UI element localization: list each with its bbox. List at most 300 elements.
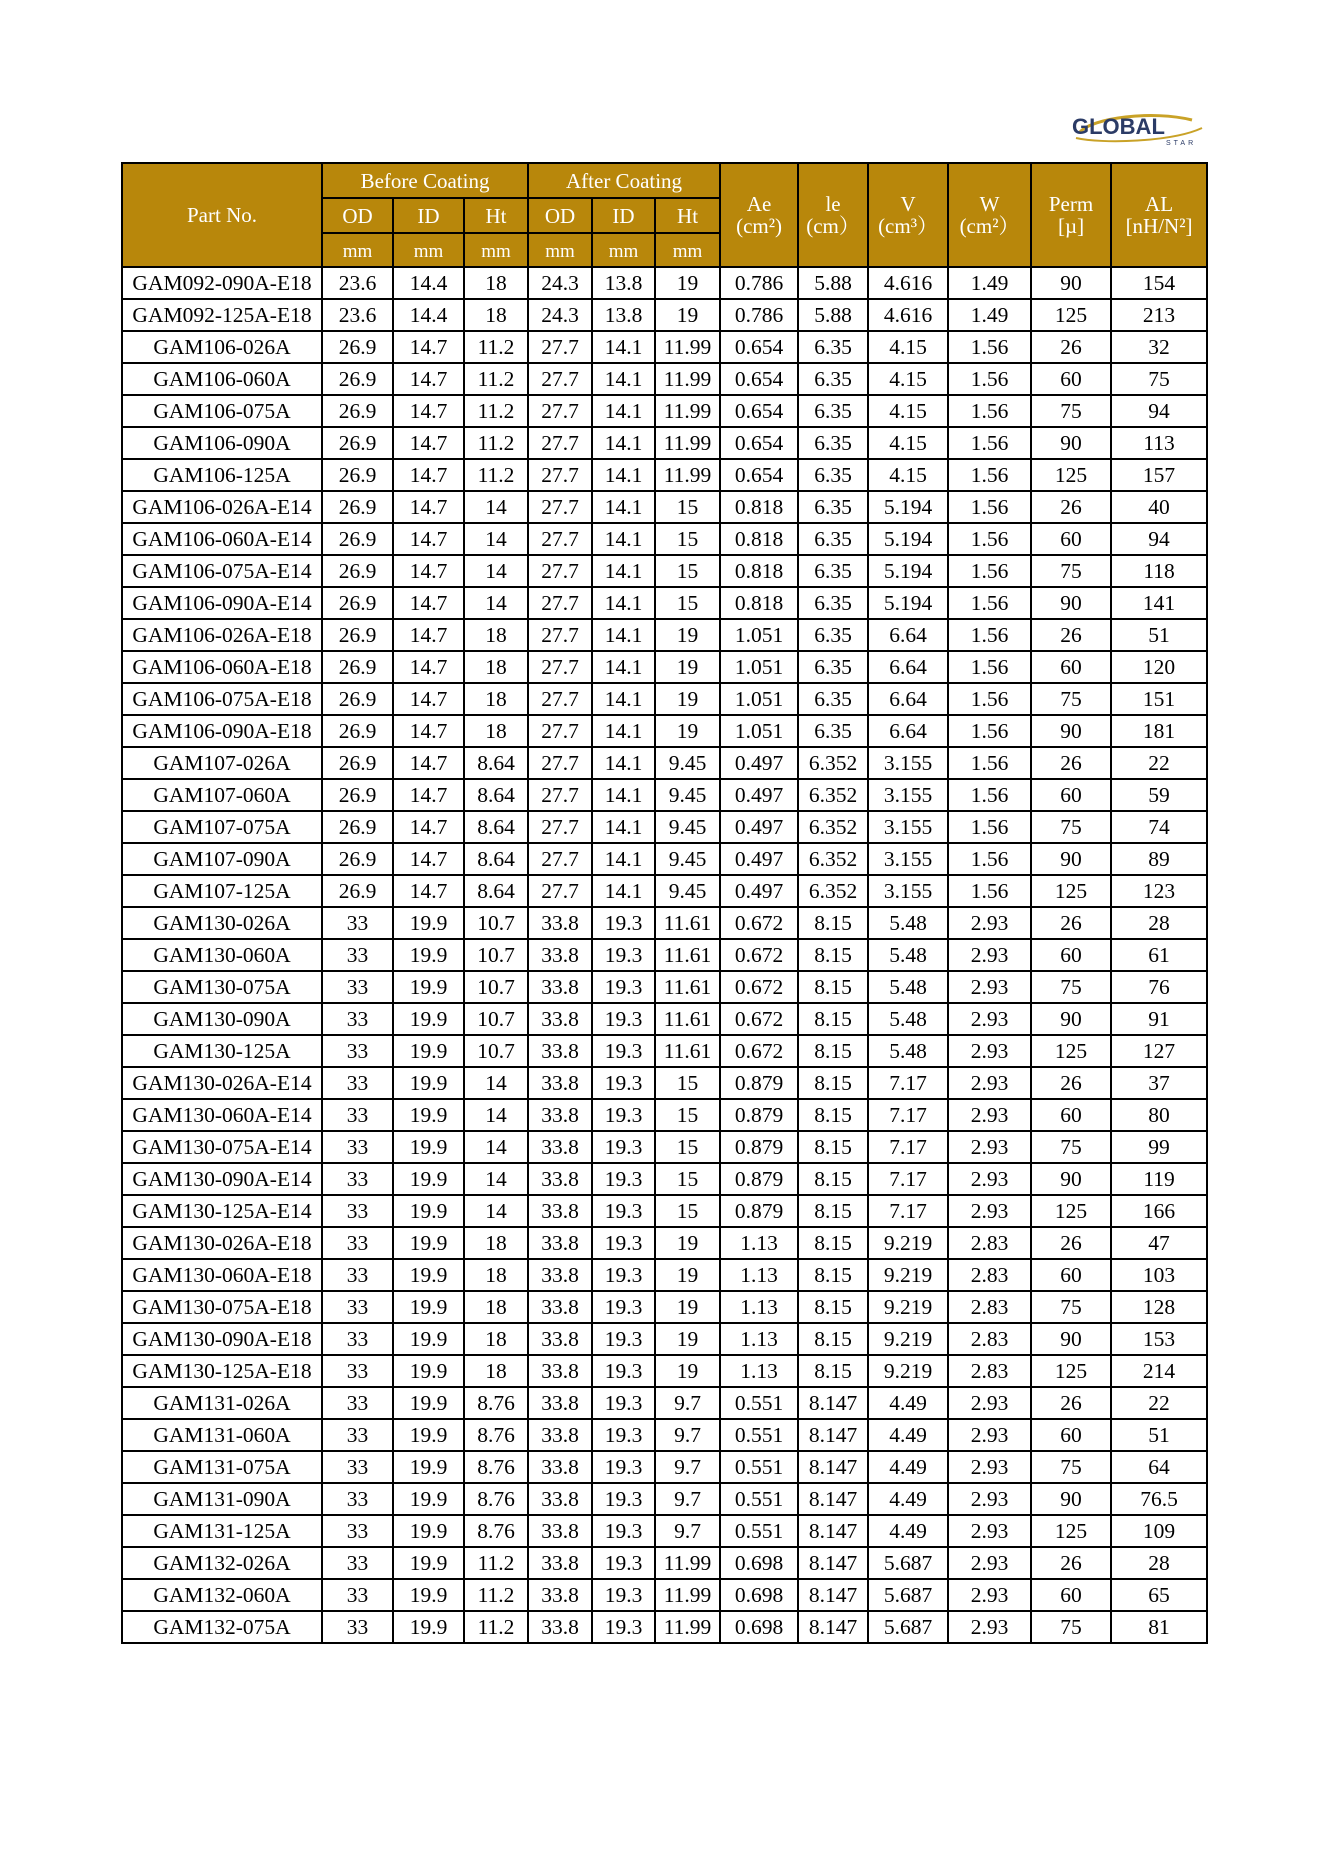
cell-before-id: 19.9: [393, 971, 464, 1003]
cell-after-od: 27.7: [528, 843, 592, 875]
cell-before-ht: 14: [464, 1099, 528, 1131]
cell-before-id: 14.7: [393, 555, 464, 587]
cell-v: 5.194: [868, 523, 948, 555]
cell-before-ht: 8.76: [464, 1419, 528, 1451]
cell-ae: 0.879: [720, 1067, 798, 1099]
cell-after-ht: 15: [655, 1099, 720, 1131]
cell-after-ht: 19: [655, 1323, 720, 1355]
cell-part-no: GAM130-075A-E14: [122, 1131, 322, 1163]
cell-perm: 26: [1031, 1067, 1111, 1099]
cell-before-ht: 8.64: [464, 779, 528, 811]
cell-perm: 90: [1031, 427, 1111, 459]
cell-after-ht: 9.7: [655, 1451, 720, 1483]
cell-before-od: 26.9: [322, 555, 393, 587]
table-row: [122, 1163, 1207, 1195]
cell-v: 4.15: [868, 363, 948, 395]
cell-before-id: 19.9: [393, 1227, 464, 1259]
cell-w: 2.83: [948, 1355, 1031, 1387]
cell-before-ht: 18: [464, 651, 528, 683]
cell-le: 8.15: [798, 971, 868, 1003]
cell-v: 9.219: [868, 1291, 948, 1323]
cell-after-ht: 9.45: [655, 779, 720, 811]
table-row: [122, 1451, 1207, 1483]
cell-before-id: 19.9: [393, 1483, 464, 1515]
cell-le: 8.15: [798, 939, 868, 971]
cell-after-id: 19.3: [592, 1579, 655, 1611]
cell-ae: 0.672: [720, 971, 798, 1003]
header-before-od: OD: [322, 198, 393, 233]
cell-al: 76.5: [1111, 1483, 1207, 1515]
cell-w: 1.56: [948, 587, 1031, 619]
table-row: [122, 1547, 1207, 1579]
cell-perm: 60: [1031, 363, 1111, 395]
cell-le: 6.35: [798, 363, 868, 395]
cell-after-ht: 11.61: [655, 907, 720, 939]
cell-before-od: 33: [322, 1451, 393, 1483]
cell-part-no: GAM106-026A: [122, 331, 322, 363]
cell-after-od: 33.8: [528, 1483, 592, 1515]
cell-before-od: 33: [322, 1611, 393, 1643]
cell-part-no: GAM130-090A-E14: [122, 1163, 322, 1195]
cell-perm: 75: [1031, 395, 1111, 427]
cell-before-id: 19.9: [393, 1387, 464, 1419]
cell-after-od: 33.8: [528, 1003, 592, 1035]
cell-after-ht: 11.99: [655, 363, 720, 395]
cell-before-od: 26.9: [322, 459, 393, 491]
cell-v: 5.687: [868, 1579, 948, 1611]
table-row: [122, 1131, 1207, 1163]
cell-v: 7.17: [868, 1099, 948, 1131]
table-row: [122, 1355, 1207, 1387]
cell-after-id: 19.3: [592, 1419, 655, 1451]
cell-after-od: 33.8: [528, 939, 592, 971]
cell-w: 1.56: [948, 619, 1031, 651]
cell-before-ht: 11.2: [464, 1579, 528, 1611]
cell-after-ht: 11.61: [655, 1035, 720, 1067]
cell-after-ht: 19: [655, 1355, 720, 1387]
cell-before-od: 26.9: [322, 683, 393, 715]
cell-before-id: 19.9: [393, 1259, 464, 1291]
cell-before-id: 19.9: [393, 1099, 464, 1131]
table-row: [122, 395, 1207, 427]
cell-after-ht: 15: [655, 587, 720, 619]
cell-w: 2.93: [948, 1515, 1031, 1547]
cell-ae: 0.551: [720, 1419, 798, 1451]
cell-perm: 60: [1031, 1419, 1111, 1451]
cell-after-ht: 15: [655, 523, 720, 555]
cell-part-no: GAM130-090A-E18: [122, 1323, 322, 1355]
cell-w: 1.49: [948, 267, 1031, 299]
cell-le: 8.15: [798, 1035, 868, 1067]
cell-after-ht: 19: [655, 715, 720, 747]
cell-after-id: 19.3: [592, 1451, 655, 1483]
header-ae: Ae (cm²): [720, 163, 798, 267]
cell-w: 2.93: [948, 1387, 1031, 1419]
cell-after-id: 19.3: [592, 971, 655, 1003]
cell-after-od: 27.7: [528, 491, 592, 523]
cell-part-no: GAM132-060A: [122, 1579, 322, 1611]
cell-w: 2.83: [948, 1291, 1031, 1323]
cell-w: 2.93: [948, 1163, 1031, 1195]
cell-al: 94: [1111, 523, 1207, 555]
cell-le: 6.35: [798, 587, 868, 619]
cell-w: 2.93: [948, 1035, 1031, 1067]
logo-sub: STAR: [1166, 140, 1197, 147]
cell-before-id: 14.7: [393, 651, 464, 683]
cell-al: 80: [1111, 1099, 1207, 1131]
cell-al: 74: [1111, 811, 1207, 843]
cell-after-id: 19.3: [592, 1227, 655, 1259]
cell-after-ht: 19: [655, 683, 720, 715]
cell-after-ht: 19: [655, 651, 720, 683]
cell-before-od: 33: [322, 1547, 393, 1579]
cell-before-ht: 10.7: [464, 1035, 528, 1067]
cell-after-ht: 15: [655, 1131, 720, 1163]
cell-after-id: 19.3: [592, 1195, 655, 1227]
cell-before-ht: 11.2: [464, 331, 528, 363]
cell-after-od: 27.7: [528, 779, 592, 811]
cell-part-no: GAM106-060A: [122, 363, 322, 395]
cell-after-id: 19.3: [592, 1323, 655, 1355]
cell-before-id: 19.9: [393, 1419, 464, 1451]
cell-before-id: 19.9: [393, 907, 464, 939]
cell-part-no: GAM130-060A-E18: [122, 1259, 322, 1291]
cell-le: 6.352: [798, 779, 868, 811]
cell-before-id: 14.7: [393, 683, 464, 715]
table-row: [122, 1387, 1207, 1419]
unit-mm: mm: [528, 233, 592, 267]
cell-after-id: 14.1: [592, 651, 655, 683]
cell-al: 94: [1111, 395, 1207, 427]
cell-ae: 0.786: [720, 267, 798, 299]
cell-w: 1.56: [948, 875, 1031, 907]
cell-after-ht: 15: [655, 1163, 720, 1195]
cell-perm: 90: [1031, 1483, 1111, 1515]
cell-part-no: GAM130-075A: [122, 971, 322, 1003]
cell-before-od: 33: [322, 1131, 393, 1163]
cell-after-od: 33.8: [528, 1387, 592, 1419]
cell-before-id: 14.7: [393, 843, 464, 875]
cell-part-no: GAM106-090A-E18: [122, 715, 322, 747]
cell-ae: 0.818: [720, 523, 798, 555]
cell-v: 7.17: [868, 1195, 948, 1227]
table-row: [122, 1419, 1207, 1451]
cell-le: 6.35: [798, 459, 868, 491]
cell-w: 2.93: [948, 1483, 1031, 1515]
cell-before-od: 33: [322, 907, 393, 939]
cell-after-od: 33.8: [528, 971, 592, 1003]
cell-le: 8.15: [798, 1099, 868, 1131]
cell-before-ht: 10.7: [464, 907, 528, 939]
cell-before-od: 26.9: [322, 619, 393, 651]
cell-perm: 75: [1031, 683, 1111, 715]
cell-w: 2.93: [948, 1195, 1031, 1227]
cell-after-od: 27.7: [528, 395, 592, 427]
cell-le: 6.352: [798, 875, 868, 907]
table-row: [122, 299, 1207, 331]
cell-w: 1.56: [948, 427, 1031, 459]
cell-before-ht: 8.76: [464, 1515, 528, 1547]
cell-before-od: 33: [322, 1067, 393, 1099]
cell-perm: 125: [1031, 299, 1111, 331]
cell-after-ht: 11.99: [655, 395, 720, 427]
cell-al: 59: [1111, 779, 1207, 811]
cell-ae: 0.551: [720, 1483, 798, 1515]
cell-after-id: 19.3: [592, 1291, 655, 1323]
cell-part-no: GAM106-026A-E18: [122, 619, 322, 651]
cell-v: 3.155: [868, 747, 948, 779]
cell-al: 65: [1111, 1579, 1207, 1611]
cell-le: 8.15: [798, 1003, 868, 1035]
cell-w: 1.56: [948, 331, 1031, 363]
cell-before-ht: 18: [464, 619, 528, 651]
cell-before-od: 26.9: [322, 875, 393, 907]
cell-after-ht: 11.99: [655, 1579, 720, 1611]
cell-w: 1.56: [948, 811, 1031, 843]
cell-after-id: 14.1: [592, 523, 655, 555]
cell-w: 2.93: [948, 1067, 1031, 1099]
cell-v: 5.194: [868, 587, 948, 619]
cell-after-od: 27.7: [528, 363, 592, 395]
cell-ae: 0.879: [720, 1099, 798, 1131]
table-row: [122, 491, 1207, 523]
cell-before-od: 26.9: [322, 395, 393, 427]
cell-before-od: 33: [322, 1387, 393, 1419]
cell-v: 4.616: [868, 299, 948, 331]
cell-w: 2.93: [948, 1547, 1031, 1579]
cell-after-od: 27.7: [528, 683, 592, 715]
cell-al: 181: [1111, 715, 1207, 747]
cell-ae: 0.879: [720, 1131, 798, 1163]
cell-al: 47: [1111, 1227, 1207, 1259]
table-row: [122, 715, 1207, 747]
cell-before-ht: 8.76: [464, 1451, 528, 1483]
cell-part-no: GAM107-060A: [122, 779, 322, 811]
cell-perm: 60: [1031, 651, 1111, 683]
cell-part-no: GAM107-090A: [122, 843, 322, 875]
cell-ae: 0.497: [720, 747, 798, 779]
cell-le: 8.147: [798, 1451, 868, 1483]
cell-ae: 0.654: [720, 363, 798, 395]
cell-w: 1.56: [948, 459, 1031, 491]
cell-ae: 0.497: [720, 875, 798, 907]
cell-le: 8.15: [798, 1291, 868, 1323]
table-row: [122, 747, 1207, 779]
cell-perm: 60: [1031, 1259, 1111, 1291]
cell-ae: 0.551: [720, 1515, 798, 1547]
cell-before-ht: 8.64: [464, 875, 528, 907]
cell-ae: 1.13: [720, 1291, 798, 1323]
cell-perm: 26: [1031, 1227, 1111, 1259]
cell-al: 119: [1111, 1163, 1207, 1195]
cell-after-ht: 9.7: [655, 1515, 720, 1547]
table-row: [122, 811, 1207, 843]
cell-le: 8.147: [798, 1419, 868, 1451]
cell-after-id: 19.3: [592, 1131, 655, 1163]
cell-before-od: 26.9: [322, 523, 393, 555]
cell-before-id: 19.9: [393, 1195, 464, 1227]
cell-w: 1.56: [948, 395, 1031, 427]
cell-after-id: 19.3: [592, 1163, 655, 1195]
cell-after-od: 33.8: [528, 1323, 592, 1355]
cell-before-ht: 18: [464, 1355, 528, 1387]
cell-before-id: 14.7: [393, 491, 464, 523]
header-v: V (cm³）: [868, 163, 948, 267]
cell-perm: 75: [1031, 1291, 1111, 1323]
cell-perm: 26: [1031, 619, 1111, 651]
cell-after-id: 14.1: [592, 843, 655, 875]
cell-v: 5.194: [868, 555, 948, 587]
cell-before-ht: 18: [464, 267, 528, 299]
cell-after-id: 19.3: [592, 1067, 655, 1099]
cell-le: 6.35: [798, 523, 868, 555]
cell-before-ht: 14: [464, 491, 528, 523]
cell-w: 1.56: [948, 651, 1031, 683]
cell-before-id: 14.7: [393, 523, 464, 555]
cell-after-od: 33.8: [528, 1131, 592, 1163]
cell-before-od: 33: [322, 939, 393, 971]
cell-before-od: 33: [322, 1291, 393, 1323]
cell-v: 4.49: [868, 1451, 948, 1483]
cell-v: 5.48: [868, 1035, 948, 1067]
cell-le: 8.15: [798, 1067, 868, 1099]
cell-v: 5.687: [868, 1611, 948, 1643]
cell-part-no: GAM107-075A: [122, 811, 322, 843]
cell-after-od: 33.8: [528, 1515, 592, 1547]
cell-w: 2.93: [948, 939, 1031, 971]
cell-ae: 1.13: [720, 1355, 798, 1387]
cell-v: 4.15: [868, 427, 948, 459]
cell-part-no: GAM106-075A: [122, 395, 322, 427]
table-row: [122, 843, 1207, 875]
unit-mm: mm: [655, 233, 720, 267]
header-w: W (cm²）: [948, 163, 1031, 267]
cell-part-no: GAM106-125A: [122, 459, 322, 491]
cell-after-ht: 19: [655, 299, 720, 331]
unit-mm: mm: [464, 233, 528, 267]
table-row: [122, 779, 1207, 811]
cell-le: 8.15: [798, 1355, 868, 1387]
cell-part-no: GAM131-125A: [122, 1515, 322, 1547]
table-row: [122, 363, 1207, 395]
cell-al: 64: [1111, 1451, 1207, 1483]
cell-before-ht: 11.2: [464, 395, 528, 427]
cell-le: 8.15: [798, 1195, 868, 1227]
cell-perm: 60: [1031, 523, 1111, 555]
cell-part-no: GAM107-026A: [122, 747, 322, 779]
cell-after-id: 14.1: [592, 875, 655, 907]
unit-mm: mm: [393, 233, 464, 267]
cell-part-no: GAM130-090A: [122, 1003, 322, 1035]
cell-before-id: 19.9: [393, 1451, 464, 1483]
cell-al: 127: [1111, 1035, 1207, 1067]
cell-before-ht: 8.64: [464, 747, 528, 779]
cell-after-ht: 9.45: [655, 875, 720, 907]
core-spec-table: [121, 162, 1208, 1644]
cell-w: 2.83: [948, 1259, 1031, 1291]
cell-le: 6.35: [798, 683, 868, 715]
table-row: [122, 1195, 1207, 1227]
cell-ae: 1.051: [720, 651, 798, 683]
cell-before-ht: 10.7: [464, 939, 528, 971]
cell-part-no: GAM130-125A-E14: [122, 1195, 322, 1227]
cell-after-od: 33.8: [528, 1163, 592, 1195]
cell-ae: 0.879: [720, 1163, 798, 1195]
table-row: [122, 1323, 1207, 1355]
cell-after-od: 27.7: [528, 747, 592, 779]
cell-before-id: 14.7: [393, 363, 464, 395]
cell-before-ht: 14: [464, 587, 528, 619]
cell-part-no: GAM130-026A-E18: [122, 1227, 322, 1259]
cell-before-id: 19.9: [393, 939, 464, 971]
cell-part-no: GAM130-075A-E18: [122, 1291, 322, 1323]
header-before-id: ID: [393, 198, 464, 233]
cell-after-od: 27.7: [528, 811, 592, 843]
cell-after-id: 19.3: [592, 939, 655, 971]
table-row: [122, 651, 1207, 683]
cell-after-id: 19.3: [592, 1515, 655, 1547]
header-after-id: ID: [592, 198, 655, 233]
cell-before-od: 33: [322, 1483, 393, 1515]
table-row: [122, 1003, 1207, 1035]
cell-perm: 75: [1031, 1131, 1111, 1163]
cell-perm: 90: [1031, 715, 1111, 747]
cell-before-id: 14.7: [393, 331, 464, 363]
cell-al: 51: [1111, 619, 1207, 651]
cell-after-od: 33.8: [528, 1579, 592, 1611]
cell-before-id: 14.4: [393, 299, 464, 331]
cell-before-id: 19.9: [393, 1003, 464, 1035]
cell-perm: 90: [1031, 843, 1111, 875]
table-row: [122, 1035, 1207, 1067]
cell-after-ht: 15: [655, 1067, 720, 1099]
cell-ae: 0.818: [720, 555, 798, 587]
cell-ae: 0.672: [720, 1035, 798, 1067]
cell-before-ht: 18: [464, 1227, 528, 1259]
cell-after-ht: 11.99: [655, 459, 720, 491]
header-after-od: OD: [528, 198, 592, 233]
cell-after-od: 27.7: [528, 523, 592, 555]
unit-mm: mm: [592, 233, 655, 267]
cell-ae: 0.497: [720, 843, 798, 875]
cell-after-ht: 11.99: [655, 1547, 720, 1579]
cell-after-od: 33.8: [528, 1227, 592, 1259]
cell-le: 6.35: [798, 427, 868, 459]
global-star-logo: [1062, 108, 1212, 148]
cell-al: 99: [1111, 1131, 1207, 1163]
cell-before-id: 19.9: [393, 1515, 464, 1547]
cell-perm: 125: [1031, 1035, 1111, 1067]
header-al: AL [nH/N²]: [1111, 163, 1207, 267]
cell-after-ht: 9.45: [655, 843, 720, 875]
cell-al: 120: [1111, 651, 1207, 683]
cell-v: 3.155: [868, 811, 948, 843]
cell-w: 1.56: [948, 843, 1031, 875]
cell-le: 8.15: [798, 1131, 868, 1163]
cell-before-od: 33: [322, 1227, 393, 1259]
table-row: [122, 1259, 1207, 1291]
cell-perm: 90: [1031, 1323, 1111, 1355]
cell-perm: 26: [1031, 747, 1111, 779]
cell-part-no: GAM131-090A: [122, 1483, 322, 1515]
cell-before-od: 26.9: [322, 779, 393, 811]
cell-after-ht: 19: [655, 267, 720, 299]
cell-w: 2.93: [948, 1003, 1031, 1035]
cell-perm: 125: [1031, 1515, 1111, 1547]
cell-after-ht: 9.45: [655, 747, 720, 779]
cell-before-ht: 11.2: [464, 363, 528, 395]
header-after-coating: After Coating: [528, 163, 720, 198]
